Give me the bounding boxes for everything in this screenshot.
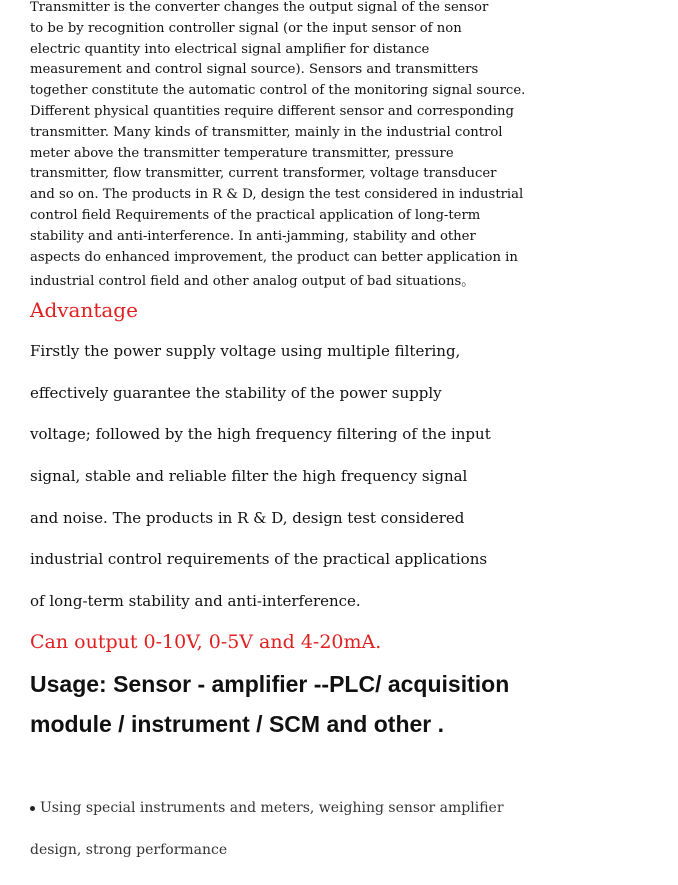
intro-line: meter above the transmitter temperature transmitter, pressure: [30, 146, 454, 161]
advantage-line: and noise. The products in R & D, design test considered: [30, 509, 465, 527]
advantage-line: voltage; followed by the high frequency filtering of the input: [30, 425, 491, 443]
advantage-line: signal, stable and reliable filter the high frequency signal: [30, 467, 468, 485]
bullet-dot-icon: [30, 806, 35, 811]
intro-line: electric quantity into electrical signal amplifier for distance: [30, 42, 430, 57]
intro-line: and so on. The products in R & D, design the test considered in industrial: [30, 187, 524, 202]
intro-line: Transmitter is the converter changes the output signal of the sensor: [30, 0, 489, 15]
intro-line: control field Requirements of the practical application of long-term: [30, 208, 481, 223]
bullet-text: Using special instruments and meters, weighing sensor amplifier: [40, 800, 504, 816]
usage-line: module / instrument / SCM and other .: [30, 711, 445, 737]
output-spec: Can output 0-10V, 0-5V and 4-20mA.: [30, 631, 382, 653]
advantage-line: Firstly the power supply voltage using multiple filtering,: [30, 342, 461, 360]
intro-line: to be by recognition controller signal (or the input sensor of non: [30, 21, 462, 36]
intro-line: transmitter. Many kinds of transmitter, mainly in the industrial control: [30, 125, 503, 140]
advantage-line: of long-term stability and anti-interference.: [30, 592, 361, 610]
intro-line: industrial control field and other analog output of bad situations。: [30, 274, 475, 289]
advantage-line: industrial control requirements of the practical applications: [30, 550, 488, 568]
usage-line: Usage: Sensor - amplifier --PLC/ acquisition: [30, 671, 510, 697]
intro-line: Different physical quantities require different sensor and corresponding: [30, 104, 514, 119]
intro-line: aspects do enhanced improvement, the product can better application in: [30, 250, 518, 265]
intro-line: together constitute the automatic control of the monitoring signal source.: [30, 83, 526, 98]
advantage-line: effectively guarantee the stability of the power supply: [30, 384, 442, 402]
bullet-line: design, strong performance: [30, 842, 228, 858]
intro-line: measurement and control signal source). Sensors and transmitters: [30, 62, 479, 77]
intro-line: transmitter, flow transmitter, current transformer, voltage transducer: [30, 166, 497, 181]
intro-line: stability and anti-interference. In anti-jamming, stability and other: [30, 229, 476, 244]
bullet-line: [30, 800, 504, 816]
advantage-heading: Advantage: [30, 298, 138, 322]
